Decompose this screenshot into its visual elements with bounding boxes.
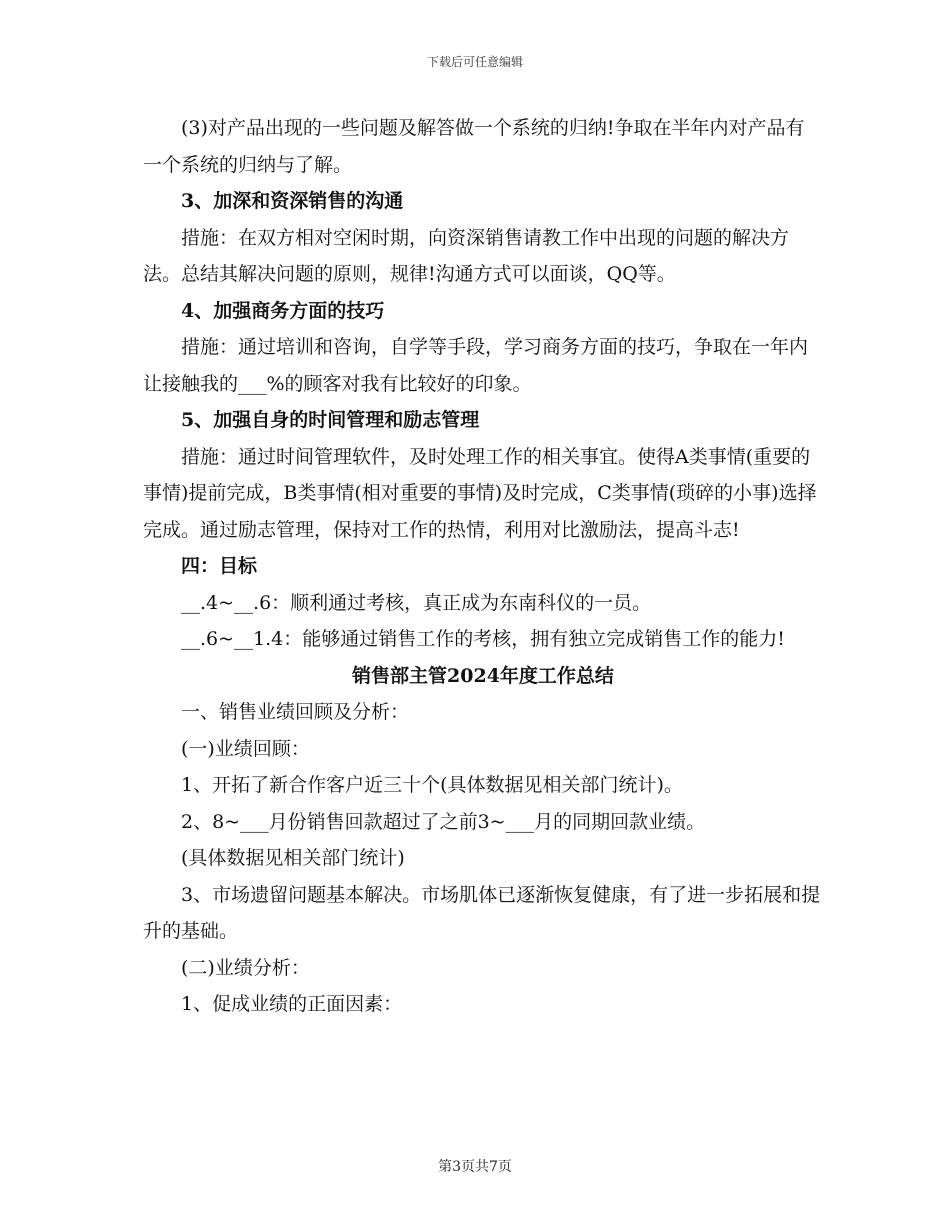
paragraph-goal-1: __.4~__.6：顺利通过考核，真正成为东南科仪的一员。 bbox=[181, 591, 652, 614]
paragraph-review-sub: (一)业绩回顾： bbox=[181, 737, 310, 760]
document-body bbox=[143, 110, 823, 1023]
page-header: 下载后可任意编辑 bbox=[426, 55, 523, 69]
paragraph-review-2: 2、8~___月份销售回款超过了之前3~___月的同期回款业绩。 bbox=[181, 810, 706, 833]
page-footer: 第3页共7页 bbox=[438, 1159, 512, 1175]
paragraph-analysis-sub: (二)业绩分析： bbox=[181, 956, 310, 979]
paragraph-business-measures: 措施：通过培训和咨询，自学等手段，学习商务方面的技巧，争取在一年内让接触我的___%的顾客对我有比较好的印象。 bbox=[143, 336, 809, 395]
paragraph-review-2-note: (具体数据见相关部门统计) bbox=[181, 847, 405, 869]
paragraph-communication-measures: 措施：在双方相对空闲时期，向资深销售请教工作中出现的问题的解决方法。总结其解决问题的原则，规律!沟通方式可以面谈，QQ等。 bbox=[143, 226, 790, 285]
paragraph-analysis-1: 1、促成业绩的正面因素： bbox=[181, 993, 403, 1015]
paragraph-review-heading: 一、销售业绩回顾及分析： bbox=[181, 701, 410, 723]
paragraph-product-summary: (3)对产品出现的一些问题及解答做一个系统的归纳!争取在半年内对产品有一个系统的归纳与了解。 bbox=[143, 117, 805, 176]
paragraph-time-measures: 措施：通过时间管理软件，及时处理工作的相关事宜。使得A类事情(重要的事情)提前完成，B类事情(相对重要的事情)及时完成，C类事情(琐碎的小事)选择完成。通过励志管理，保持对工作的热情，利用对比激励法，提高斗志! bbox=[143, 445, 817, 541]
heading-goals: 四：目标 bbox=[181, 555, 258, 577]
paragraph-review-3: 3、市场遗留问题基本解决。市场肌体已逐渐恢复健康，有了进一步拓展和提升的基础。 bbox=[143, 883, 821, 942]
heading-time-management: 5、加强自身的时间管理和励志管理 bbox=[181, 409, 480, 431]
section-title: 销售部主管2024年度工作总结 bbox=[352, 664, 614, 687]
heading-communication: 3、加深和资深销售的沟通 bbox=[181, 190, 404, 212]
heading-business-skills: 4、加强商务方面的技巧 bbox=[181, 299, 385, 322]
paragraph-review-1: 1、开拓了新合作客户近三十个(具体数据见相关部门统计)。 bbox=[181, 774, 683, 796]
paragraph-goal-2: __.6~__1.4：能够通过销售工作的考核，拥有独立完成销售工作的能力! bbox=[181, 628, 785, 650]
